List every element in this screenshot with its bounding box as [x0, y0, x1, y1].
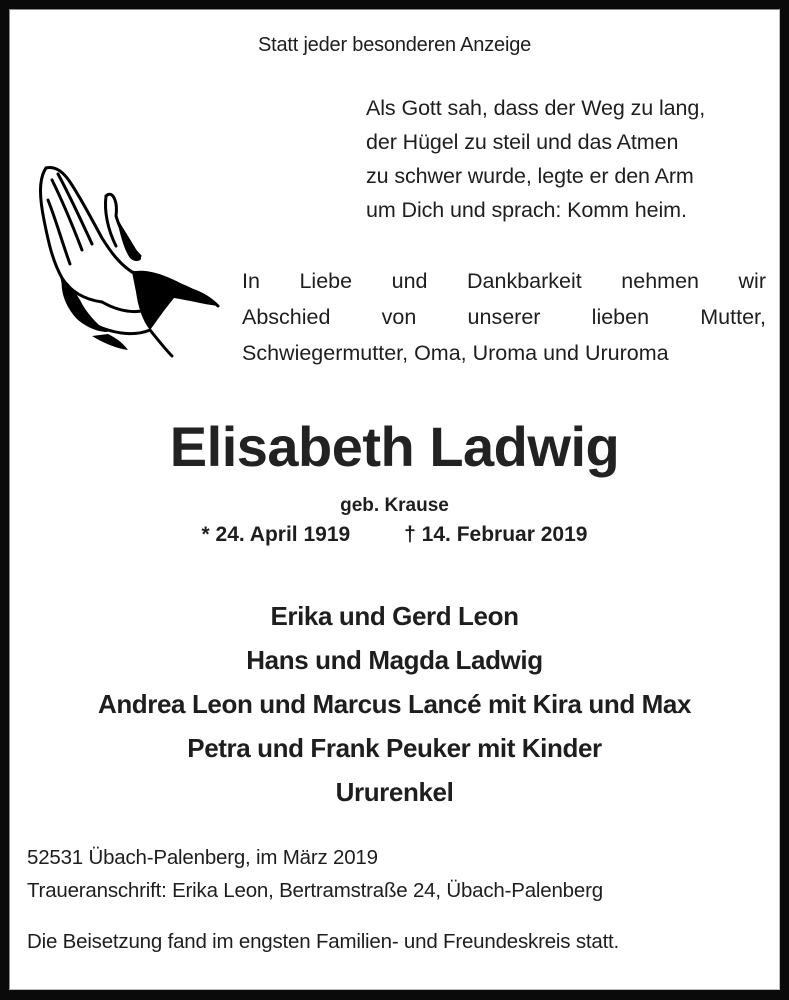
place-date: 52531 Übach-Palenberg, im März 2019 [27, 846, 378, 869]
notice-header: Statt jeder besonderen Anzeige [257, 34, 532, 56]
intro-line: In Liebe und Dankbarkeit nehmen wir [242, 269, 766, 293]
poem-line: der Hügel zu steil und das Atmen [366, 130, 679, 154]
obituary-notice [9, 9, 780, 990]
mourning-address: Traueranschrift: Erika Leon, Bertramstraße 24, Übach-Palenberg [27, 879, 603, 902]
family-member: Ururenkel [335, 777, 454, 807]
family-member: Hans und Magda Ladwig [246, 645, 543, 675]
intro-text [242, 263, 766, 371]
place-and-address [27, 841, 603, 907]
family-list [10, 594, 779, 814]
deceased-name: Elisabeth Ladwig [169, 415, 620, 478]
poem [366, 91, 705, 227]
poem-line: um Dich und sprach: Komm heim. [366, 198, 687, 222]
intro-line: Abschied von unserer lieben Mutter, [242, 305, 766, 329]
family-member: Erika und Gerd Leon [270, 601, 519, 631]
praying-hands-icon [32, 160, 222, 360]
family-member: Petra und Frank Peuker mit Kinder [187, 733, 602, 763]
birth-date: * 24. April 1919 [201, 523, 351, 546]
death-date: † 14. Februar 2019 [404, 523, 588, 546]
burial-note: Die Beisetzung fand im engsten Familien- und Freundeskreis statt. [27, 930, 620, 953]
poem-line: zu schwer wurde, legte er den Arm [366, 164, 694, 188]
intro-line: Schwiegermutter, Oma, Uroma und Ururoma [242, 341, 669, 365]
poem-line: Als Gott sah, dass der Weg zu lang, [366, 96, 706, 120]
maiden-name: geb. Krause [340, 495, 449, 516]
family-member: Andrea Leon und Marcus Lancé mit Kira und Max [97, 689, 692, 719]
life-dates [10, 523, 779, 547]
